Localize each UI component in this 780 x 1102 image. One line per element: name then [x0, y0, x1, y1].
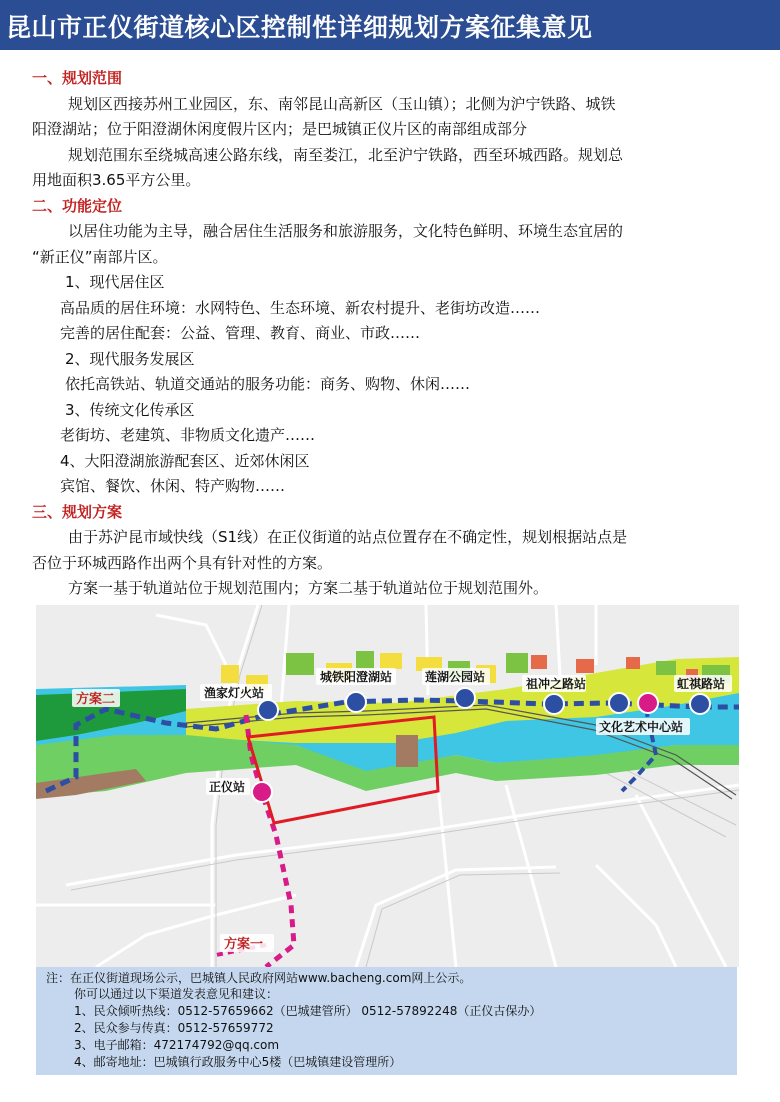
paragraph: 用地面积3.65平方公里。	[32, 171, 201, 189]
notes-line: 3、电子邮箱：472174792@qq.com	[74, 1038, 280, 1052]
paragraph: 方案一基于轨道站位于规划范围内；方案二基于轨道站位于规划范围外。	[68, 579, 549, 597]
notes-line: 1、民众倾听热线：0512-57659662（巴城建管所） 0512-57892248（正仪古保办）	[74, 1004, 542, 1018]
notes-box	[36, 967, 737, 1075]
station-label-hongqi: 虹祺路站	[677, 677, 726, 691]
paragraph: 由于苏沪昆市域快线（S1线）在正仪街道的站点位置存在不确定性，规划根据站点是	[68, 528, 628, 546]
list-item-detail: 完善的居住配套：公益、管理、教育、商业、市政……	[60, 324, 421, 342]
paragraph: 规划范围东至绕城高速公路东线，南至娄江，北至沪宁铁路，西至环城西路。规划总	[68, 145, 624, 164]
station-label-zhengyi: 正仪站	[209, 780, 246, 794]
section-heading-plan: 三、规划方案	[32, 502, 123, 521]
notes-line: 4、邮寄地址：巴城镇行政服务中心5楼（巴城镇建设管理所）	[74, 1055, 402, 1069]
station-label-yujia: 渔家灯火站	[204, 686, 265, 700]
plan-two-label: 方案二	[76, 692, 116, 707]
page-title: 昆山市正仪街道核心区控制性详细规划方案征集意见	[6, 13, 593, 42]
title-banner	[0, 0, 780, 50]
section-heading-function: 二、功能定位	[32, 196, 123, 215]
planning-map	[36, 605, 739, 967]
paragraph: 规划区西接苏州工业园区，东、南邻昆山高新区（玉山镇）；北侧为沪宁铁路、城铁	[68, 94, 616, 113]
paragraph: “新正仪”南部片区。	[32, 247, 168, 266]
list-item: 1、现代居住区	[65, 273, 165, 291]
paragraph: 否位于环城西路作出两个具有针对性的方案。	[32, 553, 333, 572]
list-item: 3、传统文化传承区	[65, 400, 195, 419]
station-label-wenhua: 文化艺术中心站	[599, 720, 684, 734]
section-heading-scope: 一、规划范围	[32, 69, 123, 87]
document-body	[32, 66, 748, 602]
notes-line: 注：在正仪街道现场公示，巴城镇人民政府网站www.bacheng.com网上公示。	[46, 971, 472, 985]
paragraph: 以居住功能为主导，融合居住生活服务和旅游服务，文化特色鲜明、环境生态宜居的	[68, 222, 624, 240]
station-label-lianhu: 莲湖公园站	[425, 670, 486, 684]
brown-block	[396, 735, 418, 767]
paragraph: 阳澄湖站；位于阳澄湖休闲度假片区内；是巴城镇正仪片区的南部组成部分	[32, 120, 528, 138]
list-item-detail: 老街坊、老建筑、非物质文化遗产……	[60, 426, 316, 444]
list-item: 4、大阳澄湖旅游配套区、近郊休闲区	[60, 451, 310, 470]
station-label-zuchong: 祖冲之路站	[526, 677, 587, 691]
plan-one-label: 方案一	[224, 937, 264, 952]
list-item: 2、现代服务发展区	[65, 349, 195, 368]
list-item-detail: 依托高铁站、轨道交通站的服务功能：商务、购物、休闲……	[65, 375, 471, 393]
notes-line: 你可以通过以下渠道发表意见和建议：	[74, 987, 279, 1001]
list-item-detail: 宾馆、餐饮、休闲、特产购物……	[60, 477, 286, 495]
list-item-detail: 高品质的居住环境：水网特色、生态环境、新农村提升、老街坊改造……	[60, 298, 541, 317]
station-label-chengtie: 城铁阳澄湖站	[320, 670, 393, 684]
notes-line: 2、民众参与传真：0512-57659772	[74, 1021, 274, 1035]
